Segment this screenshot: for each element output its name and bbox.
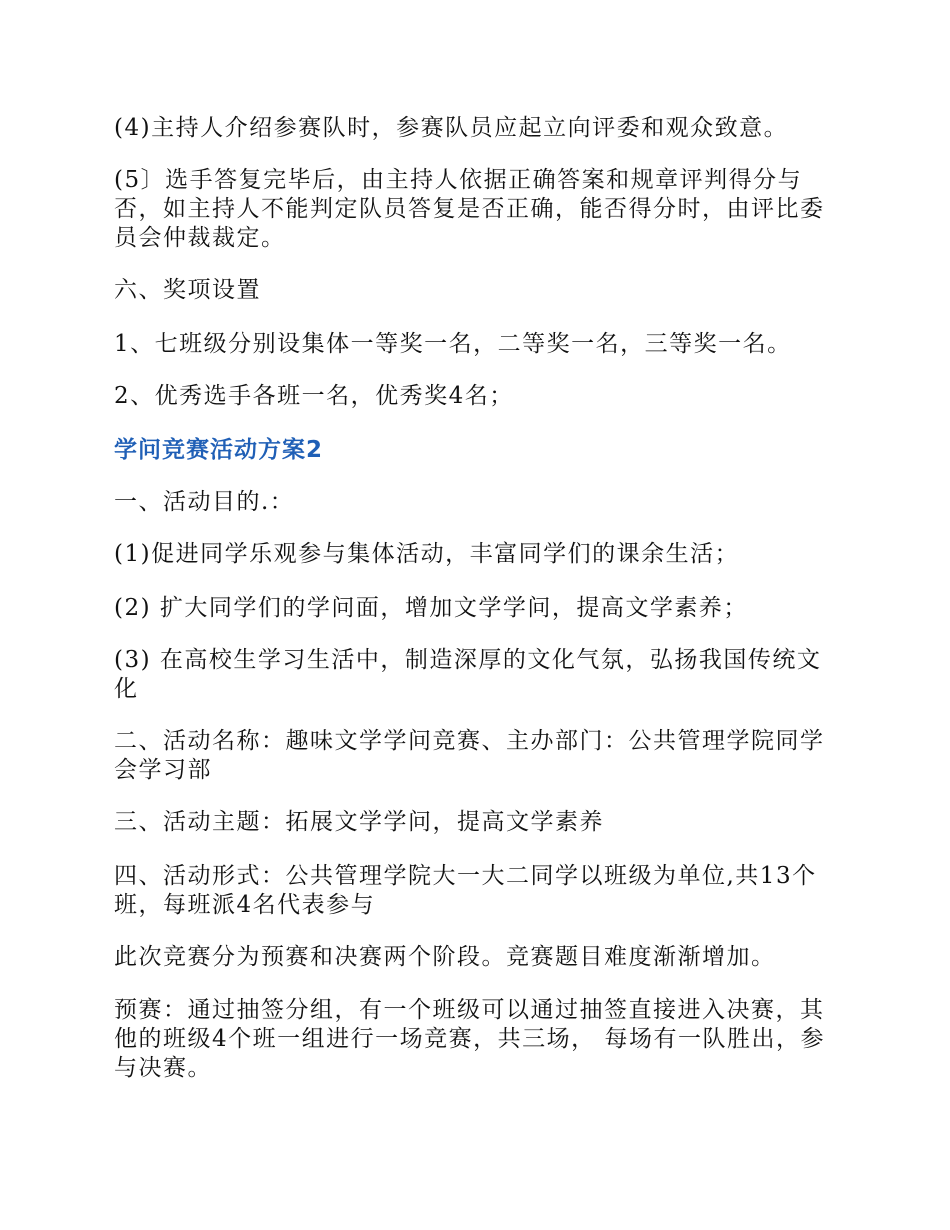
paragraph-award-excellent: 2、优秀选手各班一名，优秀奖4名； bbox=[114, 383, 514, 409]
paragraph-activity-name: 二、活动名称：趣味文学学问竞赛、主办部门：公共管理学院同学会学习部 bbox=[114, 728, 825, 783]
paragraph-award-class: 1、七班级分别设集体一等奖一名，二等奖一名，三等奖一名。 bbox=[114, 331, 792, 357]
paragraph-purpose-1: (1)促进同学乐观参与集体活动，丰富同学们的课余生活； bbox=[114, 541, 740, 567]
paragraph-preliminary-round: 预赛：通过抽签分组，有一个班级可以通过抽签直接进入决赛，其他的班级4个班一组进行一场竞赛，共三场， 每场有一队胜出，参与决赛。 bbox=[114, 997, 825, 1081]
paragraph-activity-format: 四、活动形式：公共管理学院大一大二同学以班级为单位,共13个班，每班派4名代表参与 bbox=[114, 863, 817, 918]
paragraph-activity-theme: 三、活动主题：拓展文学学问，提高文学素养 bbox=[114, 809, 604, 835]
paragraph-host-introduces-teams: (4)主持人介绍参赛队时，参赛队员应起立向评委和观众致意。 bbox=[114, 115, 789, 141]
section-awards-heading: 六、奖项设置 bbox=[114, 277, 261, 303]
paragraph-purpose-2: (2) 扩大同学们的学问面，增加文学学问，提高文学素养； bbox=[114, 595, 748, 621]
paragraph-answer-judging: (5〕选手答复完毕后，由主持人依据正确答案和规章评判得分与否，如主持人不能判定队员答复是否正确，能否得分时，由评比委员会仲裁裁定。 bbox=[114, 167, 825, 251]
paragraph-competition-stages: 此次竞赛分为预赛和决赛两个阶段。竞赛题目难度渐渐增加。 bbox=[114, 944, 776, 970]
paragraph-purpose-3: (3) 在高校生学习生活中，制造深厚的文化气氛，弘扬我国传统文化 bbox=[114, 647, 822, 702]
section-purpose-heading: 一、活动目的.： bbox=[114, 489, 295, 515]
section-title-plan-2: 学问竞赛活动方案2 bbox=[114, 437, 324, 463]
